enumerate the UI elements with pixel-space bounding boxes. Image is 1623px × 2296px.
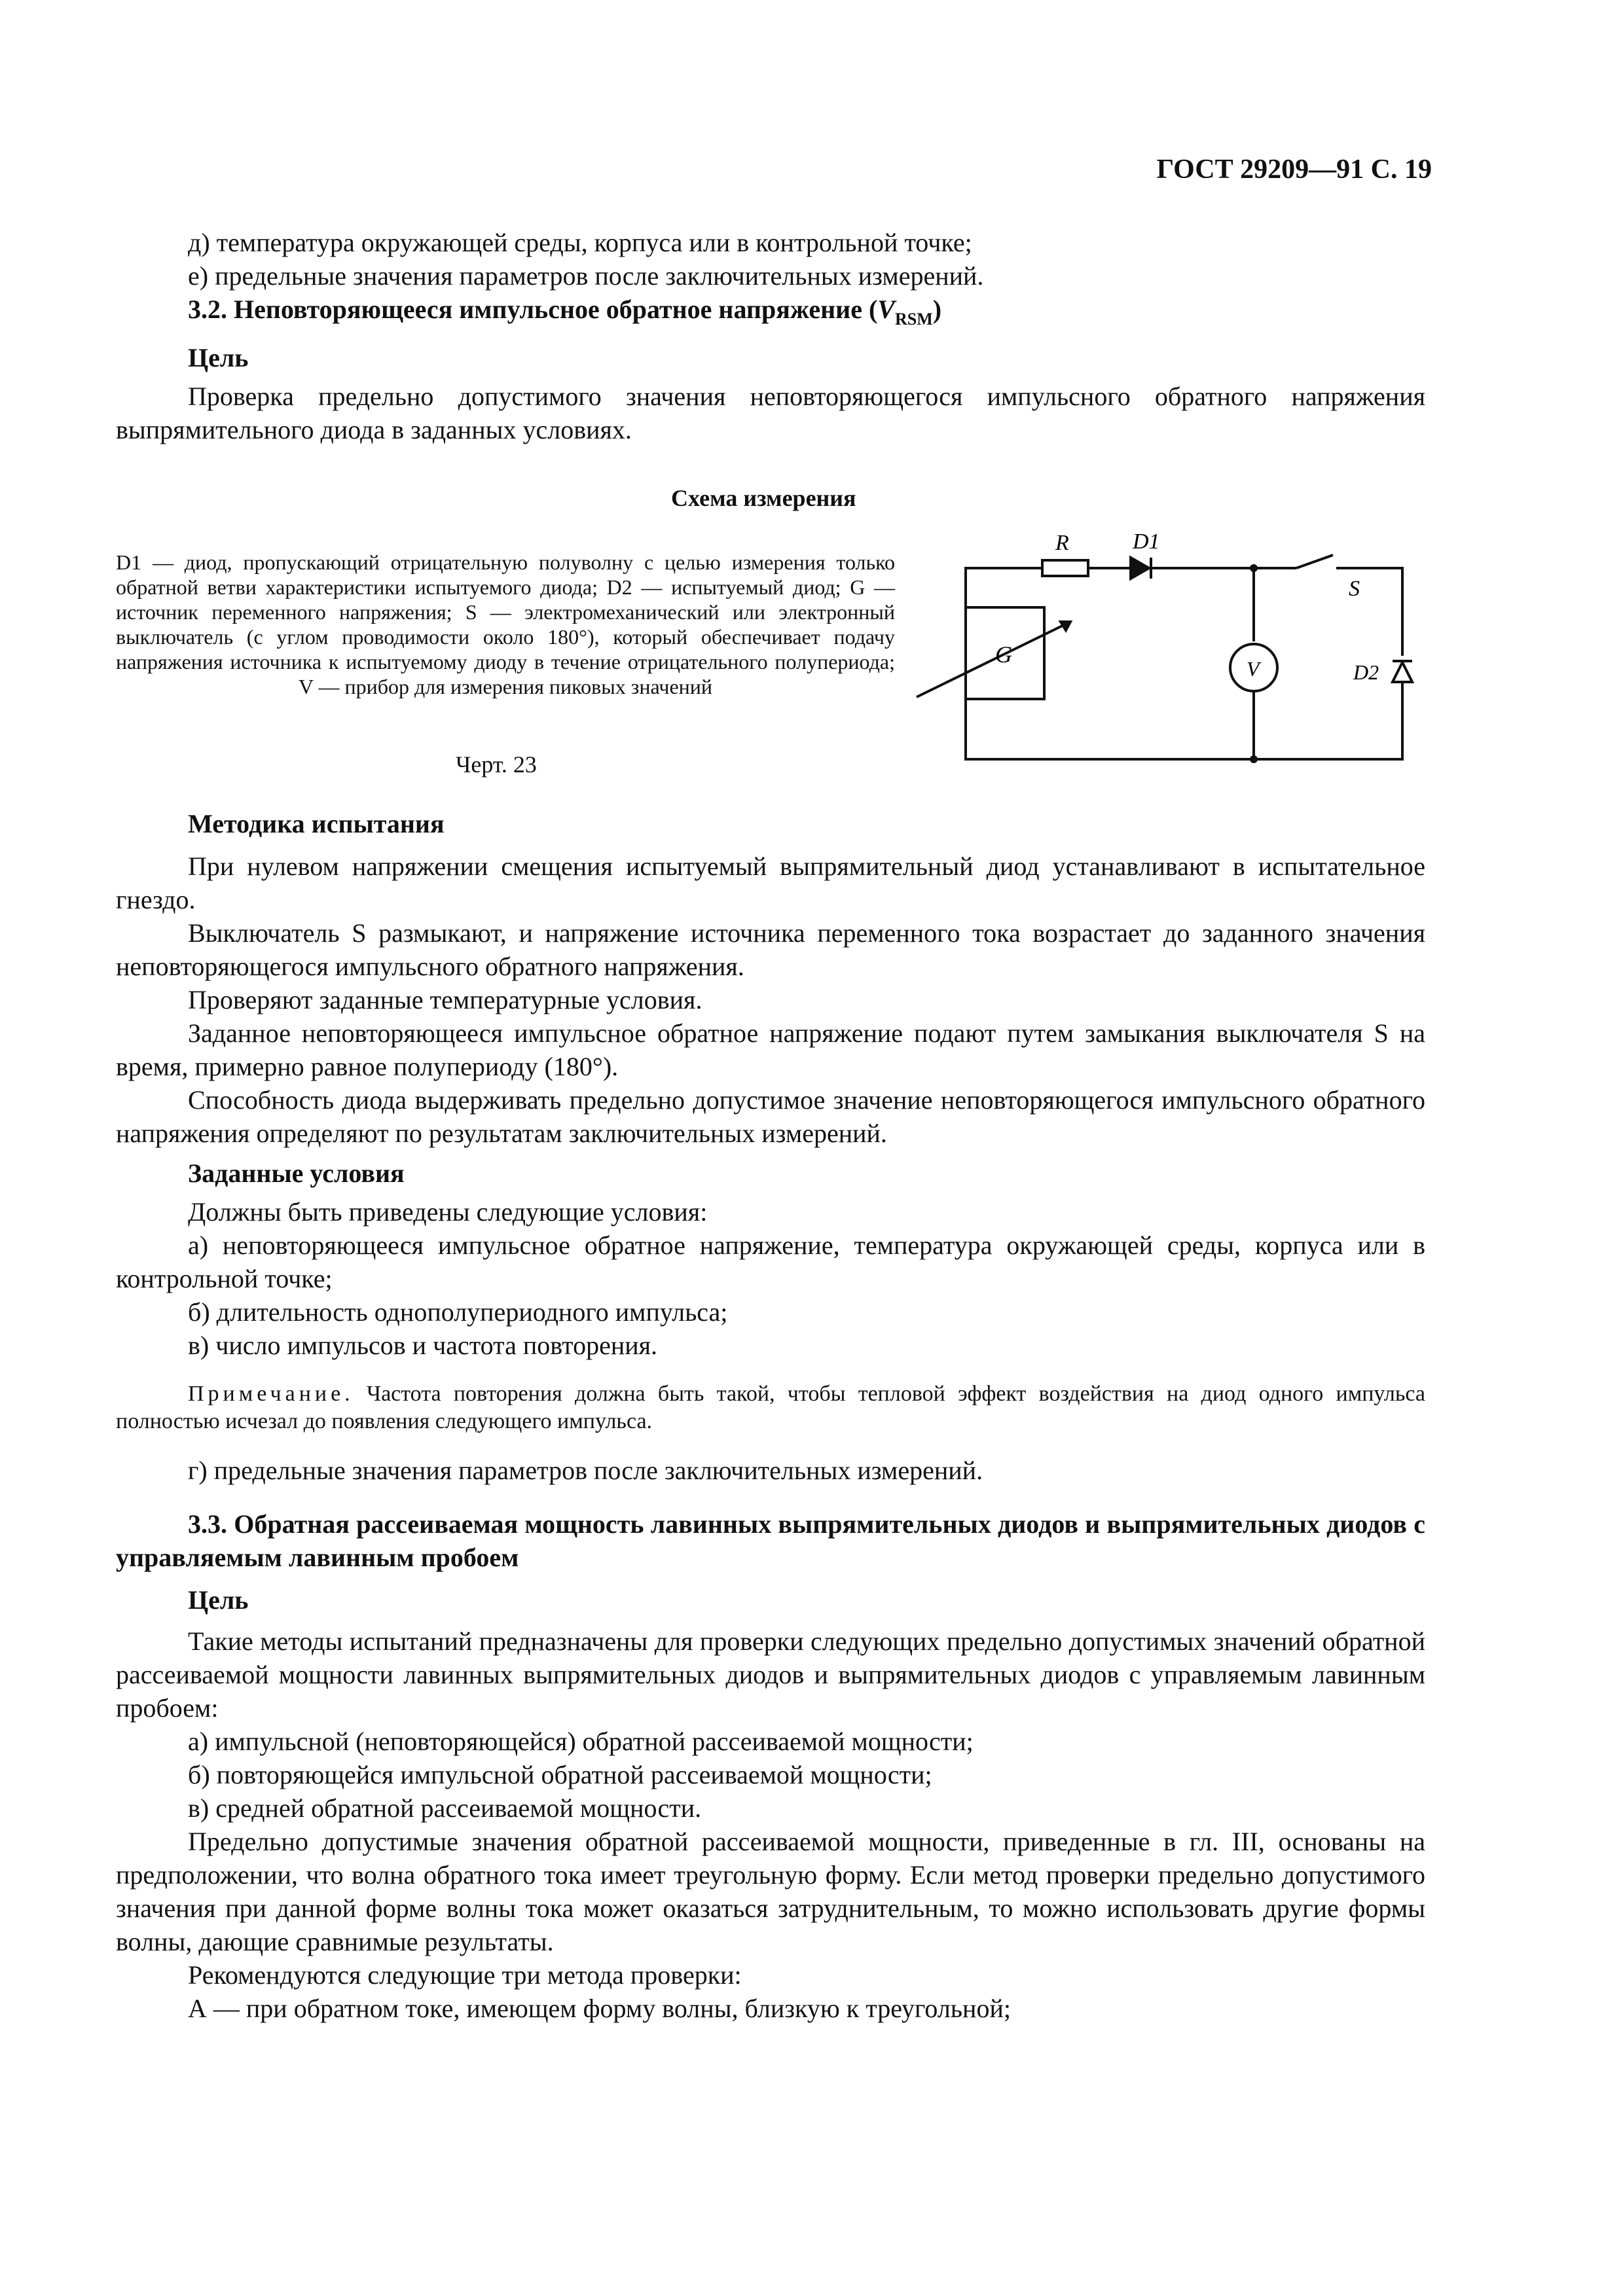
figure-caption: Черт. 23 [456,751,537,778]
section-top [116,226,1425,446]
method-title: Методика испытания [188,809,445,838]
paragraph-3-3-1: Предельно допустимые значения обратной рассеиваемой мощности, приведенные в гл. III, основаны на предположении, что волна обратного тока имеет треугольную форму. Если метод проверки предельно допустимого значения при данной форме волны тока может оказаться затруднительным, то можно использовать другие формы волны, дающие сравнимые результаты. [116,1827,1425,1956]
label-s: S [1349,577,1360,601]
heading-close: ) [932,295,942,324]
label-d1: D1 [1133,529,1160,554]
condition-a: а) неповторяющееся импульсное обратное напряжение, температура окружающей среды, корпуса или в контрольной точке; [116,1230,1425,1293]
method-a: А — при обратном токе, имеющем форму волны, близкую к треугольной; [188,1994,1011,2023]
switch-icon [1296,555,1333,568]
list-item-a-3-3: а) импульсной (неповторяющейся) обратной рассеиваемой мощности; [188,1727,974,1756]
condition-g: г) предельные значения параметров после заключительных измерений. [188,1456,983,1485]
heading-subscript: RSM [894,310,933,329]
heading-text: 3.2. Неповторяющееся импульсное обратное напряжение ( [188,295,878,324]
goal-title: Цель [188,343,249,372]
method-p2: Выключатель S размыкают, и напряжение источника переменного тока возрастает до заданного значения неповторяющегося импульсного обратного напряжения. [116,918,1425,981]
diode-d2-icon [1393,662,1412,682]
label-r: R [1055,531,1069,555]
section-3-3 [116,1507,1425,2025]
circuit-diagram [903,517,1427,779]
conditions-intro: Должны быть приведены следующие условия: [188,1197,708,1227]
list-item-b-3-3: б) повторяющейся импульсной обратной рассеиваемой мощности; [188,1760,932,1789]
document-header: ГОСТ 29209—91 С. 19 [1156,154,1432,185]
note-text: Частота повторения должна быть такой, чтобы тепловой эффект воздействия на диод одного импульса полностью исчезал до появления следующего импульса. [116,1382,1425,1433]
paragraph-3-3-2: Рекомендуются следующие три метода проверки: [188,1960,742,1990]
goal-text: Проверка предельно допустимого значения неповторяющегося импульсного обратного напряжения выпрямительного диода в заданных условиях. [116,382,1425,444]
list-item-v-3-3: в) средней обратной рассеиваемой мощности. [188,1793,702,1823]
label-d2: D2 [1353,660,1379,684]
label-g: G [995,641,1012,668]
note [116,1380,1425,1435]
section-method [116,807,1425,1487]
heading-symbol: V [877,295,895,324]
condition-b: б) длительность однополупериодного импульса; [188,1297,728,1327]
note-label: Примечание. [188,1382,354,1406]
list-item-d: д) температура окружающей среды, корпуса или в контрольной точке; [188,228,972,257]
method-p1: При нулевом напряжении смещения испытуемый выпрямительный диод устанавливают в испытательное гнездо. [116,852,1425,914]
section-3-2-heading [116,293,1425,336]
figure-legend: D1 — диод, пропускающий отрицательную полуволну с целью измерения только обратной ветви характеристики испытуемого диода; D2 — испытуемый диод; G — источник переменного напряжения; S — электромеханический или электронный выключатель (с углом проводимости около 180°), который обеспечивает подачу напряжения источника к испытуемому диоду в течение отрицательного полупериода; V — прибор для измерения пиковых значений [116,550,895,698]
schema-title: Схема измерения [671,485,856,511]
method-p4: Заданное неповторяющееся импульсное обратное напряжение подают путем замыкания выключателя S на время, примерно равное полупериоду (180°). [116,1018,1425,1081]
method-p5: Способность диода выдерживать предельно допустимое значение неповторяющегося импульсного обратного напряжения определяют по результатам заключительных измерений. [116,1085,1425,1148]
condition-v: в) число импульсов и частота повторения. [188,1331,658,1360]
section-3-3-heading: 3.3. Обратная рассеиваемая мощность лавинных выпрямительных диодов и выпрямительных диодов с управляемым лавинным пробоем [116,1509,1425,1572]
goal-text-3-3: Такие методы испытаний предназначены для проверки следующих предельно допустимых значений обратной рассеиваемой мощности лавинных выпрямительных диодов и выпрямительных диодов с управляемым лавинным пробоем: [116,1626,1425,1723]
method-p3: Проверяют заданные температурные условия. [188,985,702,1014]
label-v: V [1247,657,1260,681]
goal-title-3-3: Цель [188,1585,249,1615]
list-item-e: е) предельные значения параметров после заключительных измерений. [188,261,984,291]
diode-d1-icon [1131,558,1149,579]
resistor-icon [1042,560,1088,576]
conditions-title: Заданные условия [188,1158,405,1188]
wire-top-left [966,568,1042,607]
